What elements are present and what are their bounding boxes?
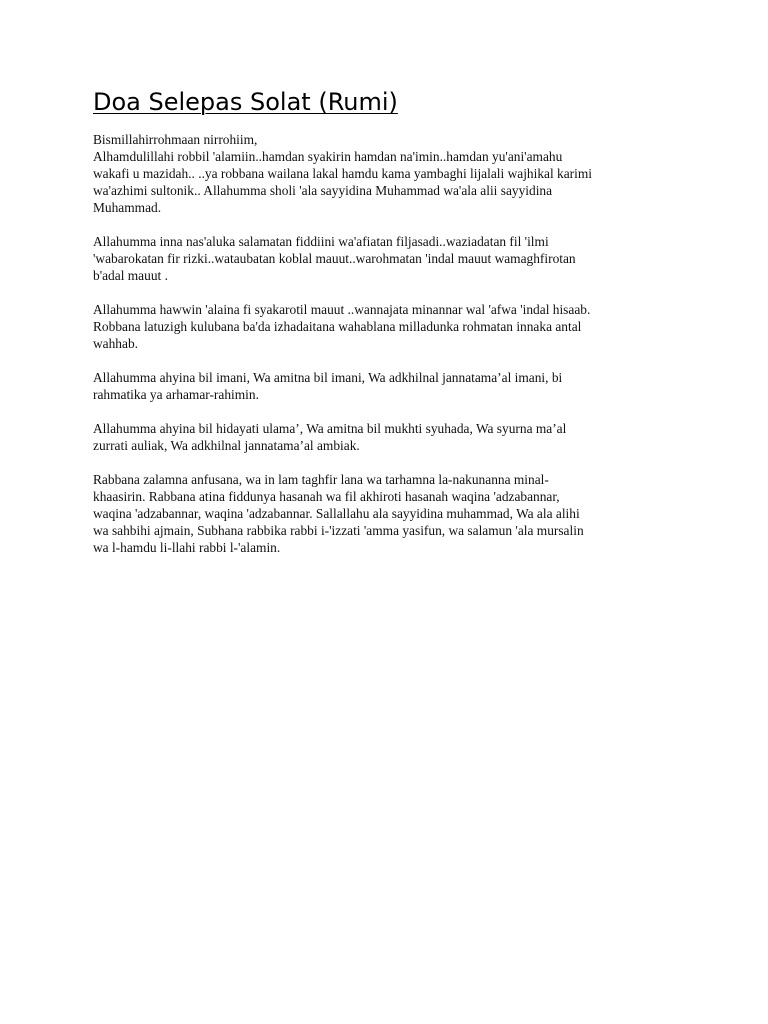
- text-line: khaasirin. Rabbana atina fiddunya hasanah wa fil akhiroti hasanah waqina 'adzabannar,: [93, 489, 560, 504]
- text-line: rahmatika ya arhamar-rahimin.: [93, 387, 259, 402]
- text-line: Alhamdulillahi robbil 'alamiin..hamdan syakirin hamdan na'imin..hamdan yu'ani'amahu: [93, 149, 563, 164]
- text-line: zurrati auliak, Wa adkhilnal jannatama’al ambiak.: [93, 438, 360, 453]
- text-line: Muhammad.: [93, 200, 162, 215]
- text-line: wakafi u mazidah.. ..ya robbana wailana lakal hamdu kama yambaghi lijalali wajhikal karimi: [93, 166, 592, 181]
- text-line: Allahumma ahyina bil imani, Wa amitna bil imani, Wa adkhilnal jannatama’al imani, bi: [93, 370, 563, 385]
- text-line: wahhab.: [93, 336, 138, 351]
- paragraph: [93, 233, 683, 284]
- paragraph: [93, 131, 683, 216]
- text-line: wa l-hamdu li-llahi rabbi l-'alamin.: [93, 540, 281, 555]
- document-body: [93, 131, 683, 573]
- text-line: Robbana latuzigh kulubana ba'da izhadaitana wahablana milladunka rohmatan innaka antal: [93, 319, 582, 334]
- text-line: waqina 'adzabannar, waqina 'adzabannar. Sallallahu ala sayyidina muhammad, Wa ala alihi: [93, 506, 580, 521]
- text-line: 'wabarokatan fir rizki..wataubatan koblal mauut..warohmatan 'indal mauut wamaghfirotan: [93, 251, 576, 266]
- paragraph: [93, 301, 683, 352]
- text-line: Allahumma hawwin 'alaina fi syakarotil mauut ..wannajata minannar wal 'afwa 'indal hisaab.: [93, 302, 591, 317]
- document-title: Doa Selepas Solat (Rumi): [93, 88, 398, 116]
- text-line: wa'azhimi sultonik.. Allahumma sholi 'ala sayyidina Muhammad wa'ala alii sayyidina: [93, 183, 553, 198]
- text-line: Bismillahirrohmaan nirrohiim,: [93, 132, 258, 147]
- text-line: wa sahbihi ajmain, Subhana rabbika rabbi i-'izzati 'amma yasifun, wa salamun 'ala mursalin: [93, 523, 584, 538]
- text-line: b'adal mauut .: [93, 268, 168, 283]
- paragraph: [93, 369, 683, 403]
- text-line: Rabbana zalamna anfusana, wa in lam taghfir lana wa tarhamna la-nakunanna minal-: [93, 472, 549, 487]
- paragraph: [93, 420, 683, 454]
- text-line: Allahumma inna nas'aluka salamatan fiddiini wa'afiatan filjasadi..waziadatan fil 'ilmi: [93, 234, 549, 249]
- paragraph: [93, 471, 683, 556]
- text-line: Allahumma ahyina bil hidayati ulama’, Wa amitna bil mukhti syuhada, Wa syurna ma’al: [93, 421, 567, 436]
